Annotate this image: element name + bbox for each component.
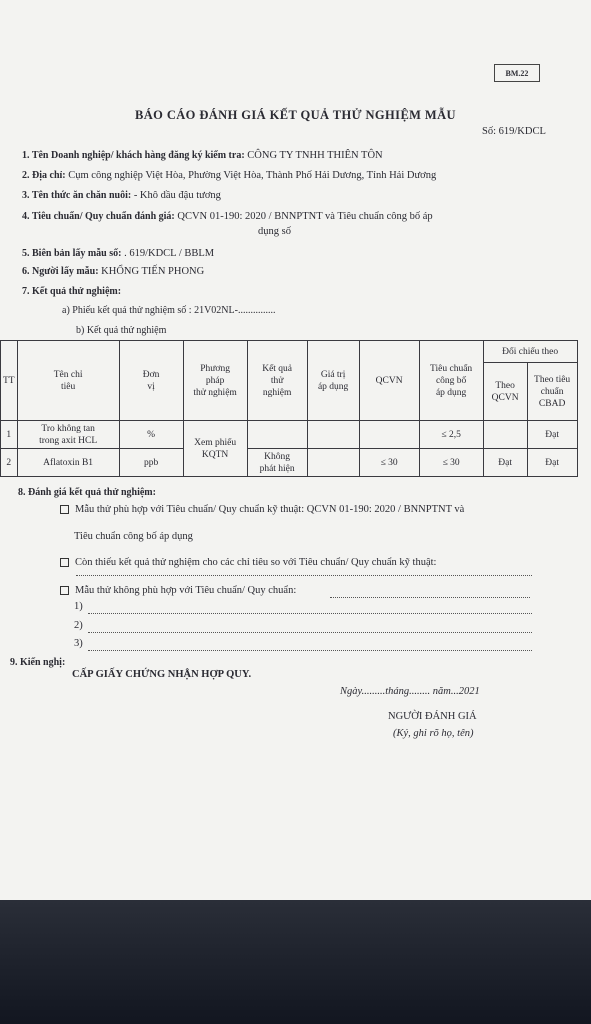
- dotted-line: [88, 650, 532, 651]
- row1-unit: %: [119, 421, 183, 449]
- row1-applied: [307, 421, 359, 449]
- header-standard: Tiêu chuẩn công bố áp dụng: [419, 341, 483, 421]
- table-row: [1, 421, 578, 449]
- dotted-line: [88, 632, 532, 633]
- header-by-qcvn: Theo QCVN: [483, 363, 527, 421]
- method-cell: Xem phiếu KQTN: [183, 421, 247, 477]
- row2-result: Không phát hiện: [247, 449, 307, 477]
- signature-note: (Ký, ghi rõ họ, tên): [393, 728, 474, 739]
- header-applied: Giá trị áp dụng: [307, 341, 359, 421]
- field-test-results-table-label: b) Kết quả thử nghiệm: [76, 325, 167, 336]
- header-unit: Đơn vị: [119, 341, 183, 421]
- evaluation-option-pass: Mẫu thử phù hợp với Tiêu chuẩn/ Quy chuẩn kỹ thuật: QCVN 01-190: 2020 / BNNPTNT và: [60, 504, 464, 515]
- signature-role: NGƯỜI ĐÁNH GIÁ: [388, 711, 477, 722]
- field-test-report-number: a) Phiếu kết quả thử nghiệm số : 21V02NL-...............: [62, 305, 276, 316]
- header-qcvn: QCVN: [359, 341, 419, 421]
- dotted-line: [330, 597, 530, 598]
- row2-qcvn: ≤ 30: [359, 449, 419, 477]
- evaluation-option-pass-cont: Tiêu chuẩn công bố áp dụng: [74, 531, 193, 542]
- checkbox-pass[interactable]: [60, 505, 69, 514]
- row1-by-qcvn: [483, 421, 527, 449]
- header-method: Phương pháp thử nghiệm: [183, 341, 247, 421]
- field-sampling-record: 5. Biên bản lấy mẫu số: . 619/KDCL / BBLM: [22, 248, 215, 259]
- field-feed-name: 3. Tên thức ăn chăn nuôi: - Khô dầu đậu tương: [22, 190, 221, 201]
- signature-date: Ngày.........tháng........ năm...2021: [340, 686, 480, 697]
- form-code-box: BM.22: [494, 64, 540, 82]
- field-sampler: 6. Người lấy mẫu: KHỔNG TIẾN PHONG: [22, 266, 205, 277]
- dotted-line: [88, 613, 532, 614]
- fail-item-2: 2): [74, 620, 83, 631]
- row1-name: Tro không tan trong axit HCL: [17, 421, 119, 449]
- header-name: Tên chỉ tiêu: [17, 341, 119, 421]
- recommendation-text: CẤP GIẤY CHỨNG NHẬN HỢP QUY.: [72, 669, 252, 680]
- field-standard: 4. Tiêu chuẩn/ Quy chuẩn đánh giá: QCVN 01-190: 2020 / BNNPTNT và Tiêu chuẩn công bố áp: [22, 211, 433, 222]
- header-tt: TT: [1, 341, 18, 421]
- row1-standard: ≤ 2,5: [419, 421, 483, 449]
- row2-by-qcvn: Đạt: [483, 449, 527, 477]
- field-standard-cont: dụng số: [258, 226, 291, 237]
- row2-by-standard: Đạt: [527, 449, 577, 477]
- report-title: BÁO CÁO ĐÁNH GIÁ KẾT QUẢ THỬ NGHIỆM MẪU: [135, 108, 456, 122]
- row1-result: [247, 421, 307, 449]
- table-row: [1, 449, 578, 477]
- row2-standard: ≤ 30: [419, 449, 483, 477]
- row1-tt: 1: [1, 421, 18, 449]
- field-address: 2. Địa chỉ: Cụm công nghiệp Việt Hòa, Phường Việt Hòa, Thành Phố Hải Dương, Tỉnh Hải Dương: [22, 170, 437, 181]
- checkbox-fail[interactable]: [60, 586, 69, 595]
- row2-name: Aflatoxin B1: [17, 449, 119, 477]
- field-company: 1. Tên Doanh nghiệp/ khách hàng đăng ký kiểm tra: CÔNG TY TNHH THIÊN TÔN: [22, 150, 383, 161]
- header-by-standard: Theo tiêu chuẩn CBAD: [527, 363, 577, 421]
- row2-applied: [307, 449, 359, 477]
- evaluation-option-missing: Còn thiếu kết quả thử nghiệm cho các chỉ tiêu so với Tiêu chuẩn/ Quy chuẩn kỹ thuật:: [60, 557, 436, 568]
- row2-tt: 2: [1, 449, 18, 477]
- row1-qcvn: [359, 421, 419, 449]
- row1-by-standard: Đạt: [527, 421, 577, 449]
- results-table: [0, 340, 578, 477]
- checkbox-missing[interactable]: [60, 558, 69, 567]
- row2-unit: ppb: [119, 449, 183, 477]
- fail-item-3: 3): [74, 638, 83, 649]
- recommendation-heading: 9. Kiến nghị:: [10, 657, 66, 668]
- evaluation-option-fail: Mẫu thử không phù hợp với Tiêu chuẩn/ Quy chuẩn:: [60, 585, 296, 596]
- field-test-results: 7. Kết quả thử nghiệm:: [22, 286, 122, 297]
- dotted-line: [76, 575, 532, 576]
- header-compare: Đối chiếu theo: [483, 341, 577, 363]
- header-result: Kết quả thử nghiệm: [247, 341, 307, 421]
- fail-item-1: 1): [74, 601, 83, 612]
- document-number: Số: 619/KDCL: [482, 126, 546, 137]
- desk-background: [0, 900, 591, 1024]
- evaluation-heading: 8. Đánh giá kết quả thử nghiệm:: [18, 487, 156, 498]
